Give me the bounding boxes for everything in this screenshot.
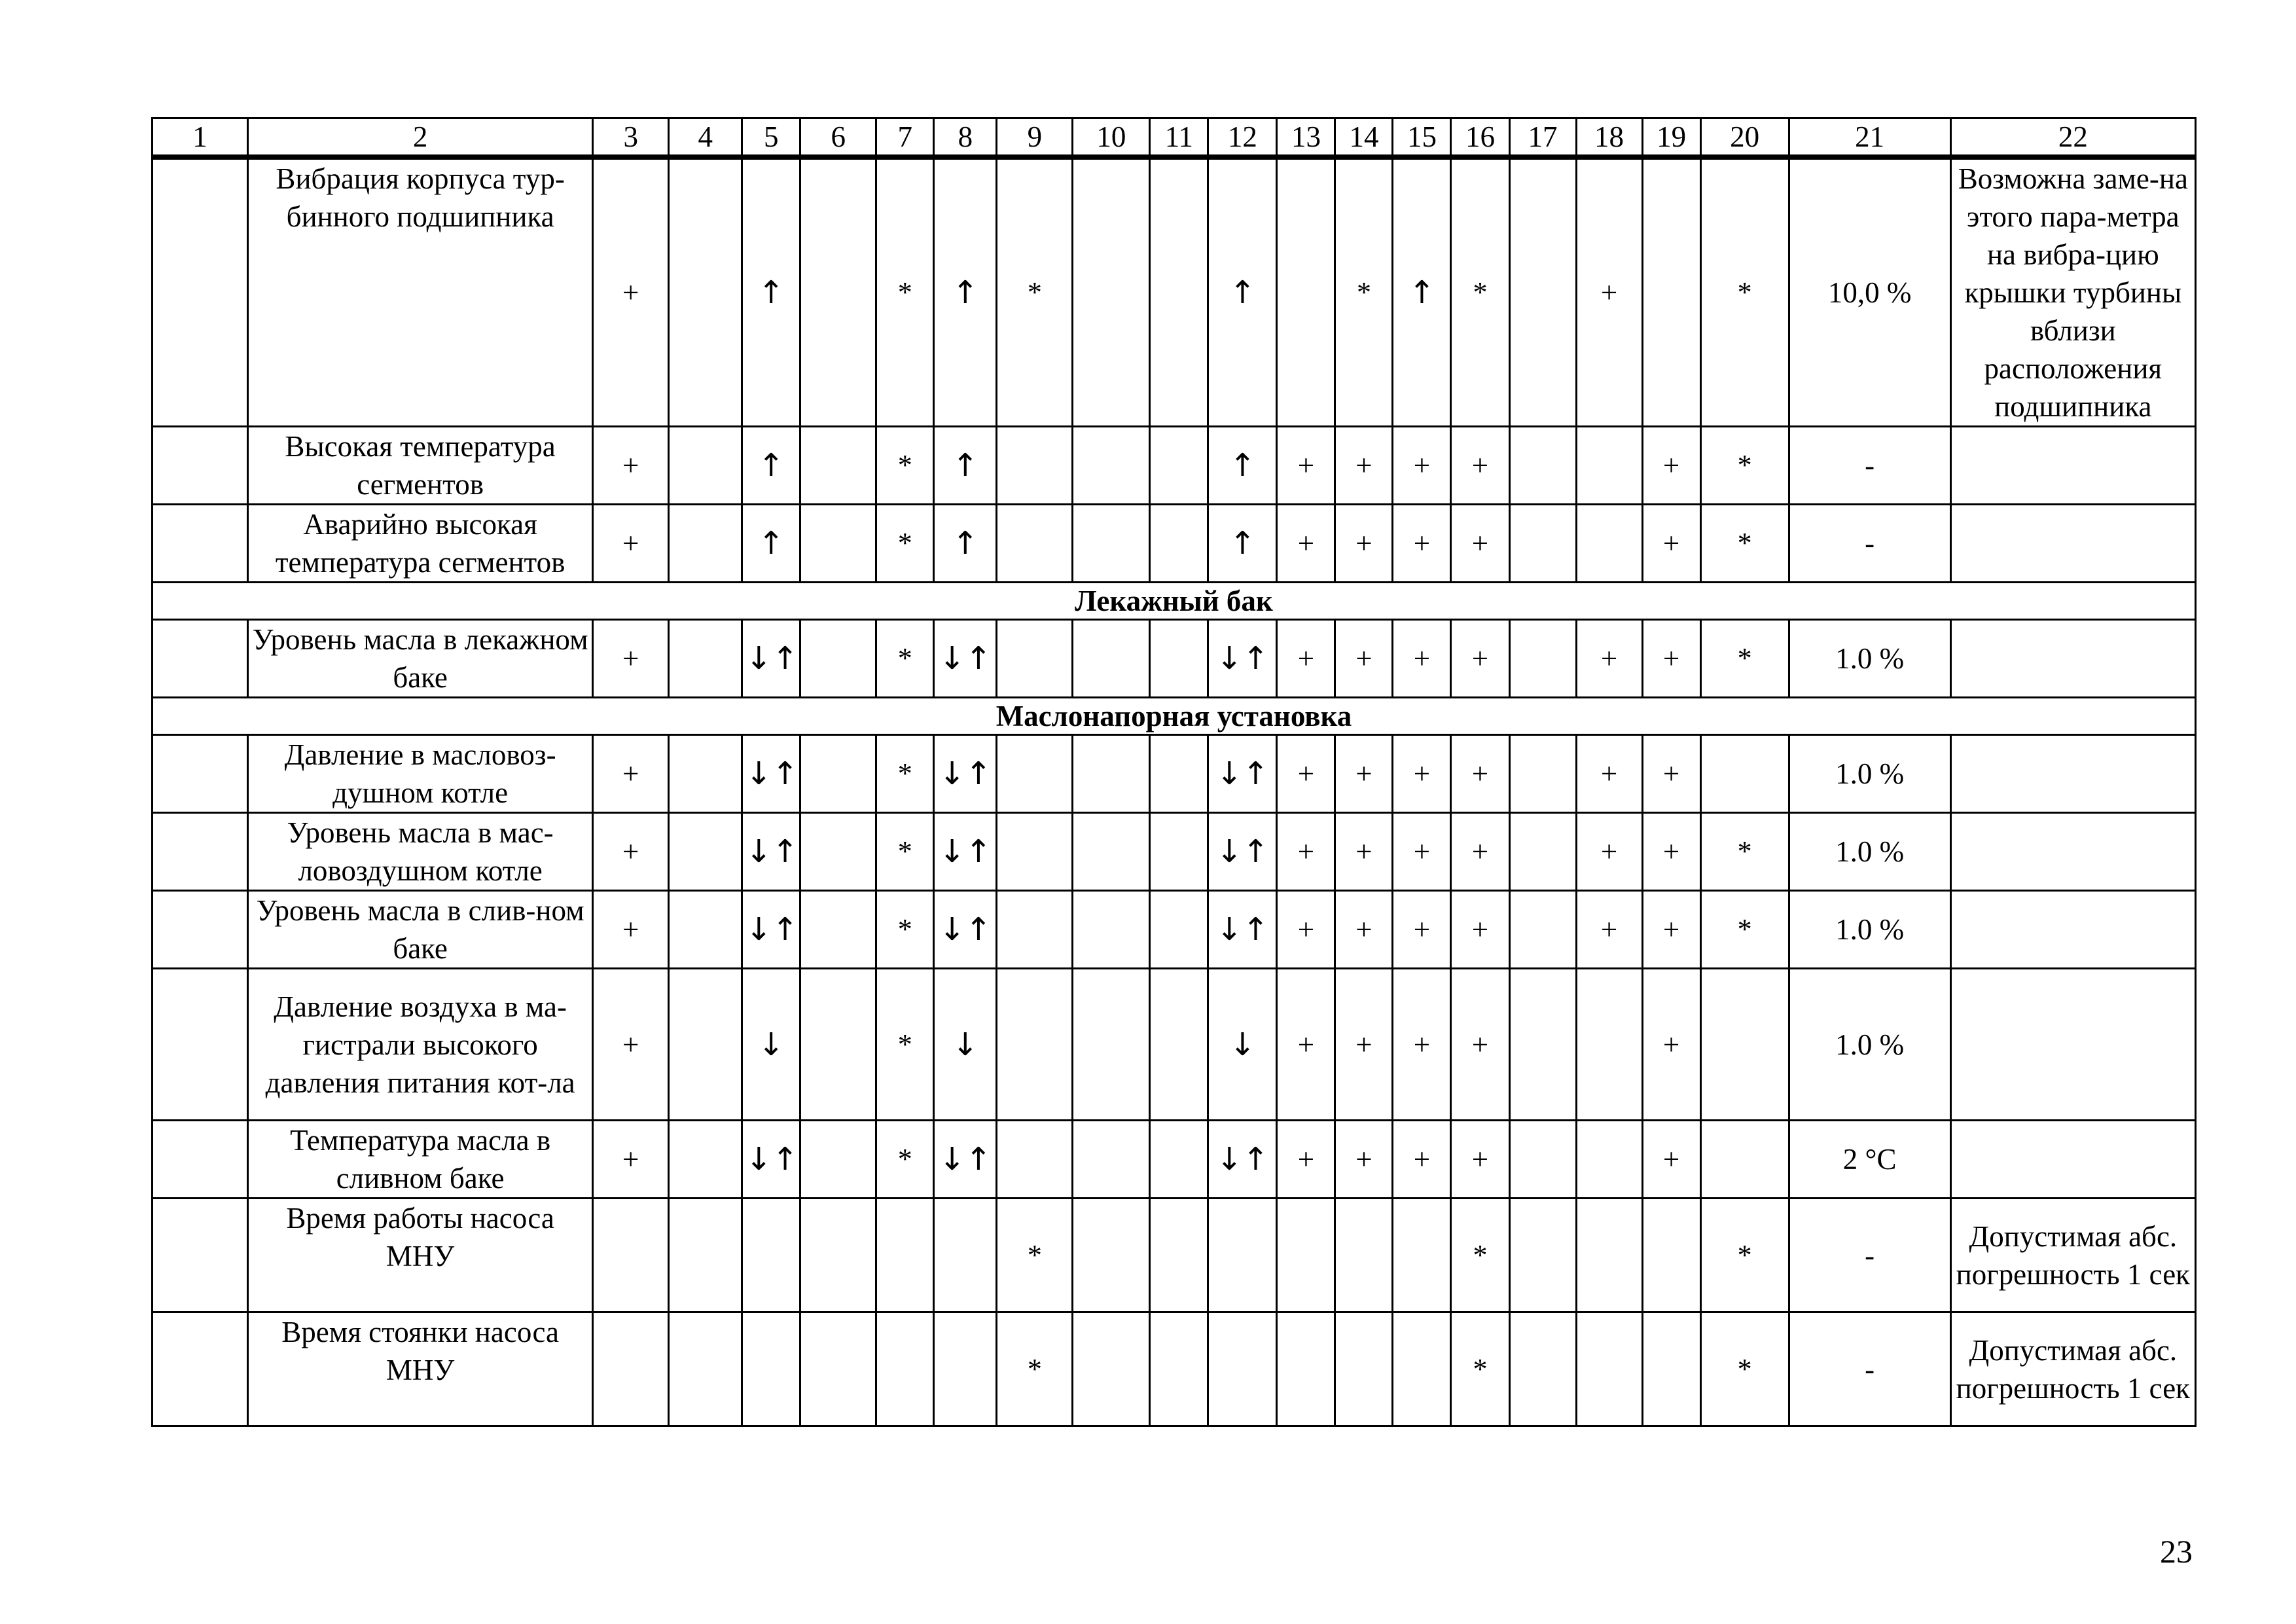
mark-cell-19: + <box>1642 1121 1700 1199</box>
row-number-cell <box>152 157 248 427</box>
mark-cell-16: + <box>1451 735 1509 813</box>
mark-cell-9 <box>997 505 1073 583</box>
mark-cell-15: + <box>1393 1121 1451 1199</box>
column-header-22: 22 <box>1950 118 2195 158</box>
mark-cell-6 <box>800 813 876 891</box>
mark-cell-7: * <box>876 735 934 813</box>
parameter-name-cell: Уровень масла в мас-ловоздушном котле <box>248 813 593 891</box>
mark-cell-8: ↓↑ <box>934 891 997 969</box>
mark-cell-9: * <box>997 157 1073 427</box>
mark-cell-8: ↑ <box>934 157 997 427</box>
mark-cell-11 <box>1150 891 1208 969</box>
mark-cell-12: ↑ <box>1208 427 1277 505</box>
mark-cell-13: + <box>1277 505 1335 583</box>
mark-cell-19 <box>1642 1199 1700 1312</box>
mark-cell-14: + <box>1335 427 1393 505</box>
mark-cell-16: * <box>1451 157 1509 427</box>
mark-cell-3: + <box>593 891 669 969</box>
mark-cell-11 <box>1150 1121 1208 1199</box>
mark-cell-4 <box>669 735 742 813</box>
mark-cell-8: ↑ <box>934 505 997 583</box>
mark-cell-11 <box>1150 157 1208 427</box>
column-header-17: 17 <box>1509 118 1576 158</box>
mark-cell-17 <box>1509 969 1576 1121</box>
row-number-cell <box>152 735 248 813</box>
mark-cell-16: + <box>1451 620 1509 698</box>
mark-cell-3: + <box>593 505 669 583</box>
mark-cell-5: ↓↑ <box>742 891 800 969</box>
mark-cell-11 <box>1150 735 1208 813</box>
mark-cell-9 <box>997 1121 1073 1199</box>
mark-cell-3 <box>593 1312 669 1426</box>
mark-cell-20: * <box>1700 1312 1789 1426</box>
mark-cell-19 <box>1642 1312 1700 1426</box>
mark-cell-3: + <box>593 735 669 813</box>
mark-cell-9 <box>997 427 1073 505</box>
mark-cell-8 <box>934 1312 997 1426</box>
row-number-cell <box>152 505 248 583</box>
parameter-name-cell: Давление в масловоз-душном котле <box>248 735 593 813</box>
parameters-table-container <box>151 117 2197 1427</box>
mark-cell-18 <box>1576 1199 1642 1312</box>
row-number-cell <box>152 427 248 505</box>
mark-cell-20 <box>1700 1121 1789 1199</box>
parameter-name-cell: Время работы насоса МНУ <box>248 1199 593 1312</box>
column-header-5: 5 <box>742 118 800 158</box>
accuracy-cell: 10,0 % <box>1789 157 1950 427</box>
mark-cell-9 <box>997 969 1073 1121</box>
mark-cell-13: + <box>1277 969 1335 1121</box>
note-cell <box>1950 620 2195 698</box>
mark-cell-8: ↓↑ <box>934 1121 997 1199</box>
mark-cell-4 <box>669 620 742 698</box>
mark-cell-11 <box>1150 620 1208 698</box>
mark-cell-6 <box>800 1199 876 1312</box>
mark-cell-8: ↓↑ <box>934 735 997 813</box>
mark-cell-14: * <box>1335 157 1393 427</box>
mark-cell-10 <box>1073 620 1150 698</box>
mark-cell-3: + <box>593 813 669 891</box>
mark-cell-9 <box>997 735 1073 813</box>
column-header-12: 12 <box>1208 118 1277 158</box>
mark-cell-7: * <box>876 891 934 969</box>
mark-cell-19: + <box>1642 620 1700 698</box>
mark-cell-15: + <box>1393 969 1451 1121</box>
mark-cell-3: + <box>593 157 669 427</box>
table-row <box>152 1199 2196 1312</box>
mark-cell-9 <box>997 891 1073 969</box>
mark-cell-10 <box>1073 427 1150 505</box>
mark-cell-12: ↓↑ <box>1208 735 1277 813</box>
mark-cell-16: * <box>1451 1312 1509 1426</box>
parameter-name-cell: Температура масла в сливном баке <box>248 1121 593 1199</box>
column-header-2: 2 <box>248 118 593 158</box>
note-cell <box>1950 813 2195 891</box>
mark-cell-10 <box>1073 505 1150 583</box>
mark-cell-10 <box>1073 1199 1150 1312</box>
mark-cell-14 <box>1335 1312 1393 1426</box>
parameter-name-cell: Время стоянки насоса МНУ <box>248 1312 593 1426</box>
mark-cell-3 <box>593 1199 669 1312</box>
mark-cell-10 <box>1073 1312 1150 1426</box>
mark-cell-14: + <box>1335 620 1393 698</box>
mark-cell-20: * <box>1700 813 1789 891</box>
column-header-15: 15 <box>1393 118 1451 158</box>
mark-cell-8: ↓↑ <box>934 620 997 698</box>
accuracy-cell: 1.0 % <box>1789 891 1950 969</box>
parameter-name-cell: Уровень масла в слив-ном баке <box>248 891 593 969</box>
mark-cell-10 <box>1073 157 1150 427</box>
mark-cell-10 <box>1073 735 1150 813</box>
mark-cell-19: + <box>1642 891 1700 969</box>
mark-cell-12: ↓↑ <box>1208 891 1277 969</box>
mark-cell-17 <box>1509 1312 1576 1426</box>
mark-cell-17 <box>1509 427 1576 505</box>
mark-cell-16: + <box>1451 427 1509 505</box>
mark-cell-17 <box>1509 1199 1576 1312</box>
mark-cell-7: * <box>876 1121 934 1199</box>
mark-cell-17 <box>1509 891 1576 969</box>
mark-cell-16: + <box>1451 969 1509 1121</box>
mark-cell-7: * <box>876 157 934 427</box>
mark-cell-15: + <box>1393 505 1451 583</box>
mark-cell-18 <box>1576 427 1642 505</box>
mark-cell-9: * <box>997 1199 1073 1312</box>
column-header-7: 7 <box>876 118 934 158</box>
mark-cell-4 <box>669 813 742 891</box>
mark-cell-18: + <box>1576 620 1642 698</box>
mark-cell-17 <box>1509 1121 1576 1199</box>
mark-cell-8: ↓↑ <box>934 813 997 891</box>
section-row <box>152 583 2196 620</box>
mark-cell-5 <box>742 1312 800 1426</box>
mark-cell-19 <box>1642 157 1700 427</box>
row-number-cell <box>152 1199 248 1312</box>
table-row <box>152 157 2196 427</box>
mark-cell-20: * <box>1700 157 1789 427</box>
row-number-cell <box>152 1312 248 1426</box>
mark-cell-12: ↓↑ <box>1208 1121 1277 1199</box>
mark-cell-7: * <box>876 505 934 583</box>
mark-cell-4 <box>669 427 742 505</box>
column-header-13: 13 <box>1277 118 1335 158</box>
row-number-cell <box>152 1121 248 1199</box>
mark-cell-10 <box>1073 1121 1150 1199</box>
mark-cell-5: ↑ <box>742 427 800 505</box>
mark-cell-9 <box>997 813 1073 891</box>
mark-cell-18 <box>1576 505 1642 583</box>
mark-cell-18 <box>1576 969 1642 1121</box>
mark-cell-18: + <box>1576 735 1642 813</box>
mark-cell-5 <box>742 1199 800 1312</box>
mark-cell-4 <box>669 157 742 427</box>
accuracy-cell: 1.0 % <box>1789 735 1950 813</box>
mark-cell-17 <box>1509 735 1576 813</box>
page-number: 23 <box>2160 1533 2193 1570</box>
mark-cell-19: + <box>1642 505 1700 583</box>
mark-cell-7 <box>876 1312 934 1426</box>
mark-cell-14: + <box>1335 735 1393 813</box>
mark-cell-20: * <box>1700 891 1789 969</box>
mark-cell-5: ↓ <box>742 969 800 1121</box>
mark-cell-12: ↑ <box>1208 157 1277 427</box>
mark-cell-15: ↑ <box>1393 157 1451 427</box>
mark-cell-15: + <box>1393 427 1451 505</box>
mark-cell-11 <box>1150 427 1208 505</box>
accuracy-cell: - <box>1789 1199 1950 1312</box>
mark-cell-4 <box>669 1121 742 1199</box>
mark-cell-10 <box>1073 969 1150 1121</box>
row-number-cell <box>152 620 248 698</box>
note-cell <box>1950 427 2195 505</box>
table-row <box>152 1312 2196 1426</box>
mark-cell-17 <box>1509 813 1576 891</box>
accuracy-cell: 1.0 % <box>1789 813 1950 891</box>
mark-cell-6 <box>800 891 876 969</box>
row-number-cell <box>152 969 248 1121</box>
mark-cell-6 <box>800 427 876 505</box>
mark-cell-18: + <box>1576 813 1642 891</box>
mark-cell-17 <box>1509 505 1576 583</box>
mark-cell-4 <box>669 1312 742 1426</box>
mark-cell-19: + <box>1642 427 1700 505</box>
mark-cell-13: + <box>1277 891 1335 969</box>
table-row <box>152 969 2196 1121</box>
mark-cell-13 <box>1277 157 1335 427</box>
mark-cell-20: * <box>1700 505 1789 583</box>
column-header-6: 6 <box>800 118 876 158</box>
mark-cell-3: + <box>593 969 669 1121</box>
mark-cell-10 <box>1073 813 1150 891</box>
mark-cell-7: * <box>876 813 934 891</box>
mark-cell-14: + <box>1335 813 1393 891</box>
mark-cell-12 <box>1208 1199 1277 1312</box>
mark-cell-6 <box>800 1121 876 1199</box>
mark-cell-15: + <box>1393 813 1451 891</box>
mark-cell-12: ↑ <box>1208 505 1277 583</box>
mark-cell-5: ↓↑ <box>742 1121 800 1199</box>
mark-cell-11 <box>1150 505 1208 583</box>
column-header-20: 20 <box>1700 118 1789 158</box>
mark-cell-20: * <box>1700 427 1789 505</box>
accuracy-cell: - <box>1789 427 1950 505</box>
mark-cell-13 <box>1277 1312 1335 1426</box>
mark-cell-18: + <box>1576 157 1642 427</box>
mark-cell-17 <box>1509 620 1576 698</box>
parameter-name-cell: Уровень масла в лекажном баке <box>248 620 593 698</box>
column-header-9: 9 <box>997 118 1073 158</box>
column-number-header-row <box>152 118 2196 158</box>
column-header-4: 4 <box>669 118 742 158</box>
note-cell <box>1950 969 2195 1121</box>
row-number-cell <box>152 891 248 969</box>
mark-cell-12: ↓ <box>1208 969 1277 1121</box>
mark-cell-6 <box>800 505 876 583</box>
mark-cell-6 <box>800 620 876 698</box>
mark-cell-15 <box>1393 1199 1451 1312</box>
mark-cell-8: ↑ <box>934 427 997 505</box>
mark-cell-5: ↓↑ <box>742 620 800 698</box>
mark-cell-16: + <box>1451 505 1509 583</box>
table-row <box>152 505 2196 583</box>
mark-cell-13: + <box>1277 735 1335 813</box>
parameter-name-cell: Вибрация корпуса тур-бинного подшипника <box>248 157 593 427</box>
mark-cell-16: + <box>1451 1121 1509 1199</box>
note-cell <box>1950 891 2195 969</box>
mark-cell-9 <box>997 620 1073 698</box>
parameter-name-cell: Высокая температура сегментов <box>248 427 593 505</box>
mark-cell-20: * <box>1700 620 1789 698</box>
mark-cell-8 <box>934 1199 997 1312</box>
mark-cell-17 <box>1509 157 1576 427</box>
mark-cell-3: + <box>593 1121 669 1199</box>
note-cell <box>1950 505 2195 583</box>
mark-cell-4 <box>669 505 742 583</box>
parameters-table <box>151 117 2197 1427</box>
mark-cell-13: + <box>1277 620 1335 698</box>
mark-cell-5: ↓↑ <box>742 813 800 891</box>
accuracy-cell: - <box>1789 1312 1950 1426</box>
mark-cell-7 <box>876 1199 934 1312</box>
mark-cell-13: + <box>1277 1121 1335 1199</box>
accuracy-cell: - <box>1789 505 1950 583</box>
mark-cell-8: ↓ <box>934 969 997 1121</box>
mark-cell-19: + <box>1642 735 1700 813</box>
mark-cell-14 <box>1335 1199 1393 1312</box>
mark-cell-14: + <box>1335 891 1393 969</box>
mark-cell-9: * <box>997 1312 1073 1426</box>
mark-cell-11 <box>1150 1199 1208 1312</box>
mark-cell-19: + <box>1642 813 1700 891</box>
mark-cell-6 <box>800 157 876 427</box>
mark-cell-6 <box>800 969 876 1121</box>
mark-cell-14: + <box>1335 505 1393 583</box>
column-header-21: 21 <box>1789 118 1950 158</box>
mark-cell-4 <box>669 969 742 1121</box>
mark-cell-13: + <box>1277 427 1335 505</box>
mark-cell-11 <box>1150 813 1208 891</box>
mark-cell-11 <box>1150 1312 1208 1426</box>
mark-cell-3: + <box>593 427 669 505</box>
accuracy-cell: 1.0 % <box>1789 620 1950 698</box>
note-cell: Допустимая абс. погрешность 1 сек <box>1950 1199 2195 1312</box>
column-header-8: 8 <box>934 118 997 158</box>
mark-cell-14: + <box>1335 1121 1393 1199</box>
mark-cell-18 <box>1576 1312 1642 1426</box>
note-cell: Допустимая абс. погрешность 1 сек <box>1950 1312 2195 1426</box>
mark-cell-14: + <box>1335 969 1393 1121</box>
mark-cell-5: ↑ <box>742 157 800 427</box>
column-header-1: 1 <box>152 118 248 158</box>
mark-cell-3: + <box>593 620 669 698</box>
column-header-16: 16 <box>1451 118 1509 158</box>
mark-cell-5: ↑ <box>742 505 800 583</box>
section-row <box>152 698 2196 735</box>
table-body <box>152 157 2196 1426</box>
mark-cell-7: * <box>876 427 934 505</box>
mark-cell-12 <box>1208 1312 1277 1426</box>
mark-cell-15 <box>1393 1312 1451 1426</box>
mark-cell-19: + <box>1642 969 1700 1121</box>
table-row <box>152 891 2196 969</box>
table-row <box>152 1121 2196 1199</box>
mark-cell-15: + <box>1393 735 1451 813</box>
mark-cell-20 <box>1700 735 1789 813</box>
column-header-14: 14 <box>1335 118 1393 158</box>
mark-cell-12: ↓↑ <box>1208 620 1277 698</box>
table-row <box>152 427 2196 505</box>
note-cell <box>1950 1121 2195 1199</box>
mark-cell-20 <box>1700 969 1789 1121</box>
mark-cell-16: + <box>1451 891 1509 969</box>
section-title: Лекажный бак <box>152 583 2196 620</box>
mark-cell-6 <box>800 735 876 813</box>
table-row <box>152 620 2196 698</box>
mark-cell-4 <box>669 1199 742 1312</box>
mark-cell-15: + <box>1393 891 1451 969</box>
mark-cell-10 <box>1073 891 1150 969</box>
mark-cell-16: * <box>1451 1199 1509 1312</box>
mark-cell-18: + <box>1576 891 1642 969</box>
accuracy-cell: 2 °C <box>1789 1121 1950 1199</box>
mark-cell-20: * <box>1700 1199 1789 1312</box>
column-header-19: 19 <box>1642 118 1700 158</box>
mark-cell-13 <box>1277 1199 1335 1312</box>
mark-cell-6 <box>800 1312 876 1426</box>
mark-cell-5: ↓↑ <box>742 735 800 813</box>
mark-cell-18 <box>1576 1121 1642 1199</box>
mark-cell-16: + <box>1451 813 1509 891</box>
parameter-name-cell: Давление воздуха в ма-гистрали высокого давления питания кот-ла <box>248 969 593 1121</box>
mark-cell-4 <box>669 891 742 969</box>
parameter-name-cell: Аварийно высокая температура сегментов <box>248 505 593 583</box>
section-title: Маслонапорная установка <box>152 698 2196 735</box>
accuracy-cell: 1.0 % <box>1789 969 1950 1121</box>
mark-cell-15: + <box>1393 620 1451 698</box>
column-header-10: 10 <box>1073 118 1150 158</box>
mark-cell-7: * <box>876 969 934 1121</box>
mark-cell-13: + <box>1277 813 1335 891</box>
table-row <box>152 735 2196 813</box>
mark-cell-7: * <box>876 620 934 698</box>
mark-cell-12: ↓↑ <box>1208 813 1277 891</box>
table-row <box>152 813 2196 891</box>
column-header-11: 11 <box>1150 118 1208 158</box>
column-header-3: 3 <box>593 118 669 158</box>
row-number-cell <box>152 813 248 891</box>
note-cell: Возможна заме-на этого пара-метра на вибра-цию крышки турбины вблизи расположения подшипника <box>1950 157 2195 427</box>
note-cell <box>1950 735 2195 813</box>
column-header-18: 18 <box>1576 118 1642 158</box>
mark-cell-11 <box>1150 969 1208 1121</box>
